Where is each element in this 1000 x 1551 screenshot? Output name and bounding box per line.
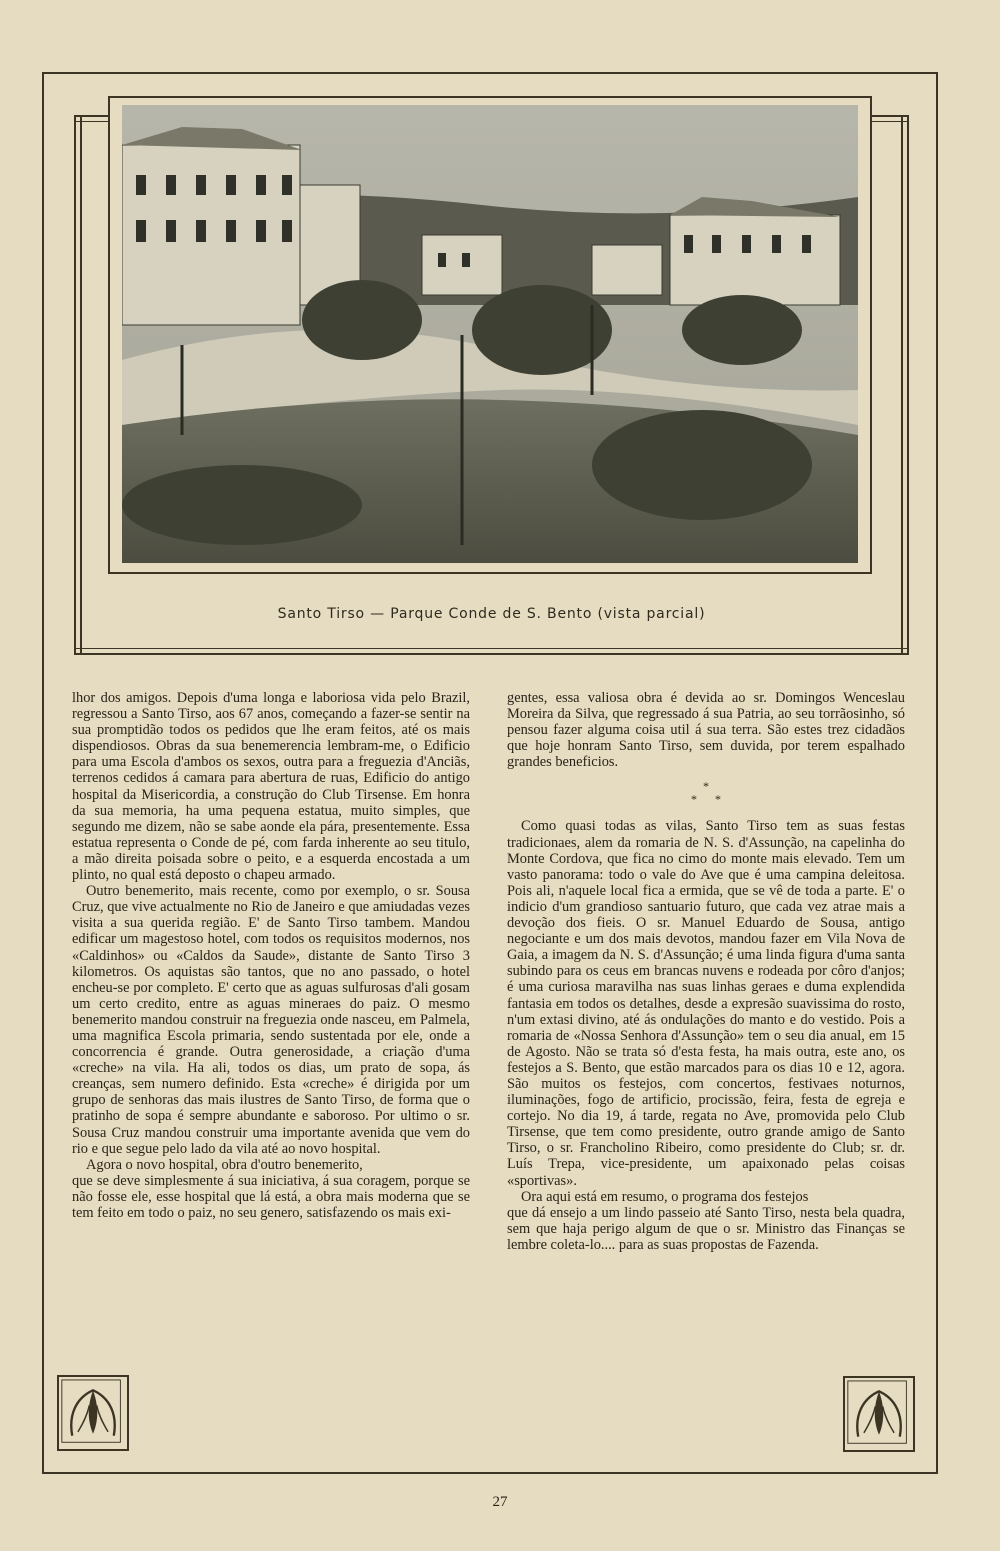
article-column-left (72, 690, 470, 1221)
article-paragraph-wrapped: que dá ensejo a um lindo passeio até Santo Tirso, nesta bela quadra, sem que haja perigo algum de que o sr. Ministro das Finanças se lembre coleta-lo.... para as suas propostas de Fazenda. (507, 1204, 905, 1253)
article-paragraph: Ora aqui está em resumo, o programa dos festejos (521, 1188, 809, 1205)
floral-ornament-icon (843, 1376, 915, 1452)
article-paragraph: gentes, essa valiosa obra é devida ao sr. Domingos Wenceslau Moreira da Silva, que regressado á sua Patria, ao seu torrãosinho, só pensou fazer alguma coisa util á sua terra. São estes trez cidadãos que hoje honram Santo Tirso, sem duvida, por terem espalhado grandes beneficios. (507, 690, 905, 771)
floral-ornament-icon (57, 1375, 129, 1451)
article-paragraph-wrapped: que se deve simplesmente á sua iniciativa, á sua coragem, porque se não fosse ele, esse hospital que lá está, a obra mais moderna que se tem feito em todo o paiz, no seu genero, satisfazendo os mais exi- (72, 1172, 470, 1221)
article-column-right (507, 690, 905, 1253)
park-photo (122, 105, 858, 563)
photo-caption: Santo Tirso — Parque Conde de S. Bento (vista parcial) (277, 606, 706, 622)
article-paragraph: Como quasi todas as vilas, Santo Tirso tem as suas festas tradicionaes, alem da romaria de N. S. d'Assunção, na capelinha do Monte Cordova, que fica no cimo do monte mais elevado. Tem um vasto panorama: todo o vale do Ave que é uma campina deleitosa. Pois ali, n'aquele local fica a ermida, que se vê de toda a parte. E' o indicio d'um grandioso santuario futuro, que cada vez atrae mais a devoção dos fieis. O sr. Manuel Eduardo de Sousa, antigo negociante e um dos mais devotos, mandou fazer em Vila Nova de Gaia, a imagem da N. S. d'Assunção; é uma linda figura d'uma santa subindo para os ceus em brancas nuvens e rodeada por côro d'anjos; é uma curiosa maravilha nas suas linhas geraes e duma explendida fantasia em todos os detalhes, desde a expresão suavissima do rosto, n'um extasi divino, até ás ondulações do manto e do vestido. Pois a romaria de «Nossa Senhora d'Assunção» tem o seu dia anual, em 15 de Agosto. Não se trata só d'esta festa, ha mais outra, este ano, os festejos a S. Bento, que estão marcados para os dias 10 e 12, agora. São muitos os festejos, com concertos, festivaes noturnos, iluminações, fogo de artificio, procissão, feira, festa de egreja e cortejo. No dia 19, á tarde, regata no Ave, promovida pelo Club Tirsense, que tem como presidente, outro grande amigo de Santo Tirso, o sr. Francholino Ribeiro, como presidente do Club; sr. dr. Luís Trepa, vice-presidente, um apaixonado pelas coisas «sportivas». (507, 818, 905, 1189)
article-paragraph: lhor dos amigos. Depois d'uma longa e laboriosa vida pelo Brazil, regressou a Santo Tirso, aos 67 anos, começando a fazer-se sentir na sua promptidão todos os pedidos que lhe eram feitos, até os mais dispendiosos. Obras da sua benemerencia lembram-me, o Edificio para uma Escola d'ambos os sexos, outra para a freguezia d'Anciãs, terrenos cedidos á camara para abertura de ruas, Edificio do antigo hospital da Misericordia, a construção do Club Tirsense. Em honra da sua memoria, ha uma pequena estatua, muito simples, que segundo me dizem, não se sabe aonde ela pára, presentemente. Essa estatua representa o Conde de pé, com farda inherente ao seu titulo, a mão direita poisada sobre o peito, e a esquerda encostada a um plinto, no qual está deposto o chapeu armado. (72, 690, 470, 884)
separator-star: * (703, 779, 709, 794)
article-paragraph: Outro benemerito, mais recente, como por exemplo, o sr. Sousa Cruz, que vive actualmente no Rio de Janeiro e que amiudadas vezes visita a sua querida região. E' de Santo Tirso tambem. Mandou edificar um magestoso hotel, com todos os requisitos modernos, nos «Caldinhos» ou «Caldos da Saude», distante de Santo Tirso 3 kilometros. Os aquistas são tantos, que no ano passado, o hotel encheu-se por completo. E' certo que as aguas sulfurosas d'ali gosam um certo credito, entre as aguas mineraes do paiz. O mesmo benemerito mandou construir na freguezia onde nasceu, em Palmela, uma magnifica Escola primaria, sendo sustentada por ele, onde a concorrencia é grande. Outra generosidade, a criação d'uma «creche» na vila. Ha ali, todos os dias, um prato de sopa, ás creanças, sem numero definido. Esta «creche» é dirigida por um grupo de senhoras das mais ilustres de Santo Tirso, de forma que o pratinho de sopa é sempre abundante e saboroso. Por ultimo o sr. Sousa Cruz mandou construir uma importante avenida que vem do rio e que segue pelo lado da vila até ao novo hospital. (72, 883, 470, 1157)
section-separator (507, 780, 905, 806)
article-paragraph: Agora o novo hospital, obra d'outro benemerito, (86, 1156, 363, 1173)
separator-stars: * * (691, 792, 721, 807)
page-number: 27 (492, 1494, 508, 1510)
